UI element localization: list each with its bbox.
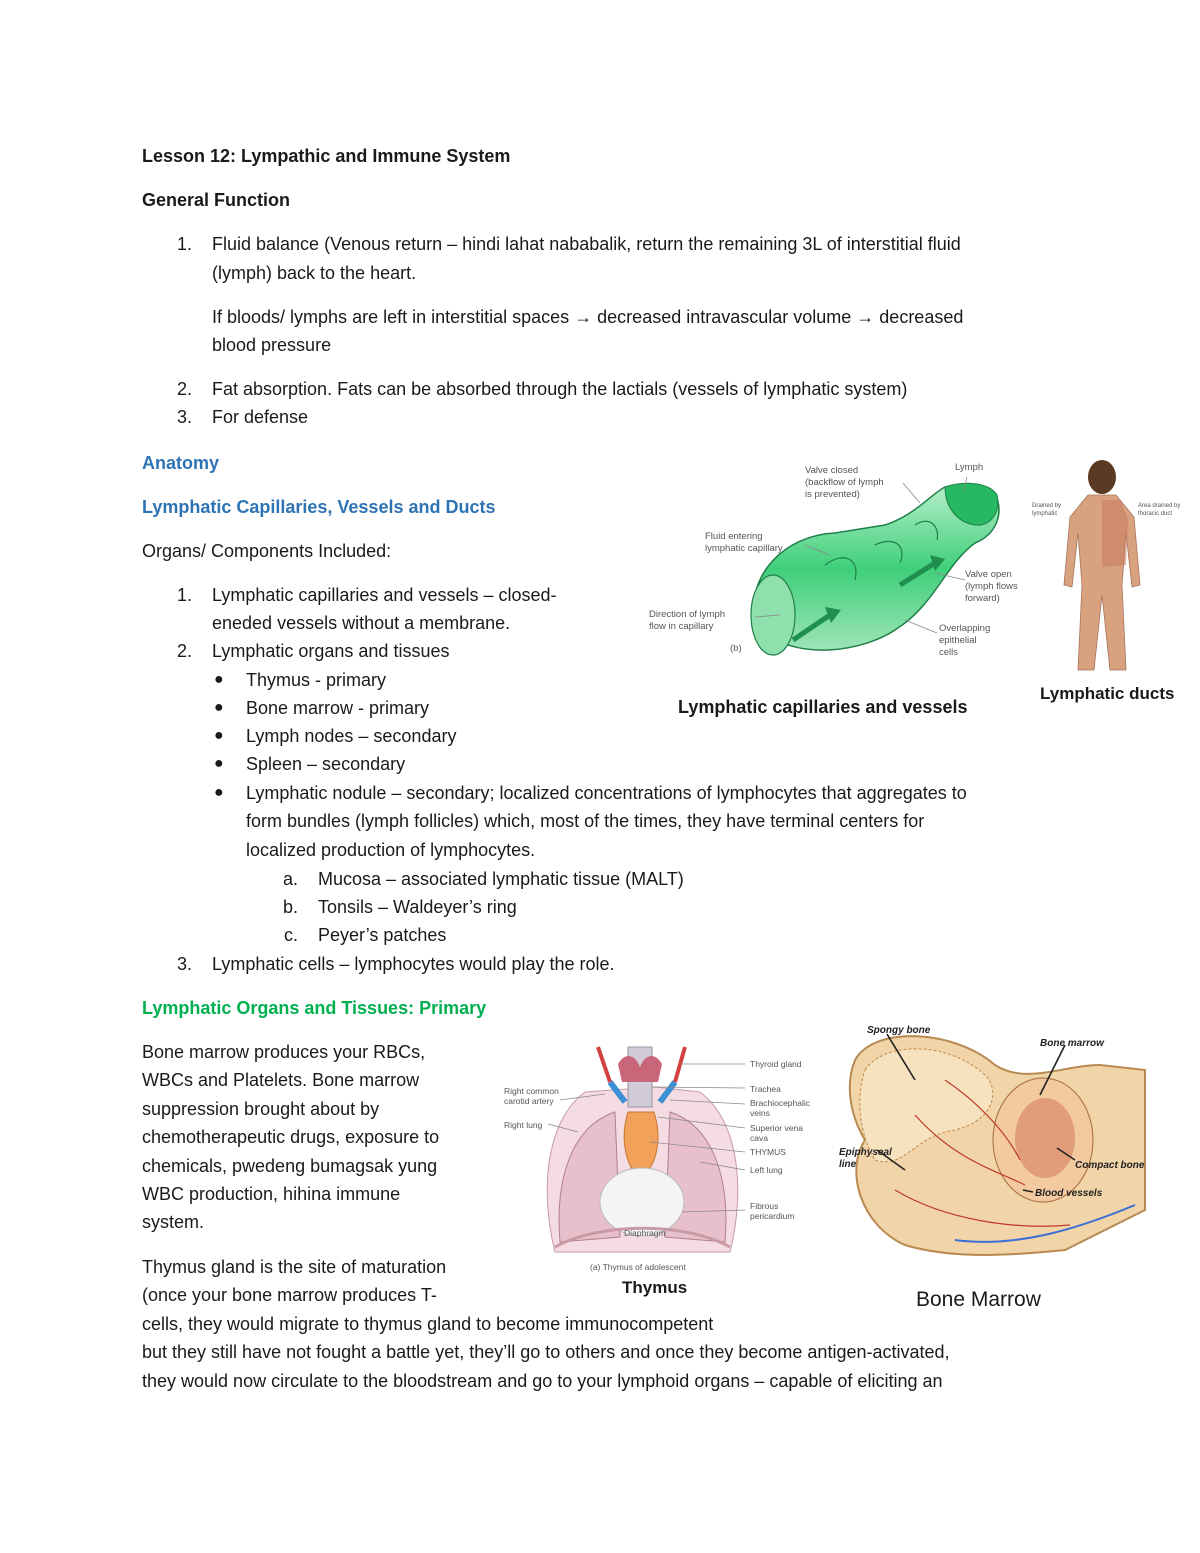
page-title: Lesson 12: Lympathic and Immune System [142,146,511,166]
sub-letter: b. [282,897,298,917]
label-fibrous: pericardium [750,1211,795,1221]
label-valve-open: Valve open [965,569,1012,580]
sub-item-text: Mucosa – associated lymphatic tissue (MALT) [318,869,684,889]
list-number: 3. [176,954,192,974]
caption-thymus: Thymus [622,1278,688,1297]
label-overlapping: cells [939,647,959,658]
list-number: 1. [176,234,192,254]
label-epiphyseal: Epiphyseal [839,1147,892,1158]
label-thymus: THYMUS [750,1147,786,1157]
bullet-text: Bone marrow - primary [246,698,430,718]
label-rcca: carotid artery [504,1096,554,1106]
list-number: 2. [176,641,192,661]
label-direction: Direction of lymph [649,609,726,620]
label-valve-open: forward) [965,593,1000,604]
list-number: 1. [176,585,192,605]
lymphatic-ducts-figure [1030,455,1190,680]
list-item-text: For defense [212,407,309,427]
list-item-text: Fat absorption. Fats can be absorbed through the lactials (vessels of lymphatic system) [212,379,908,399]
bullet-icon: ● [214,784,224,801]
list-number: 2. [176,379,192,399]
note-text: If bloods/ lymphs are left in interstitial spaces → decreased intravascular volume → decreased [212,307,964,327]
label-valve-closed: (backflow of lymph [805,477,884,488]
paragraph-line: chemotherapeutic drugs, exposure to [142,1127,440,1148]
label-overlapping: Overlapping [939,623,991,634]
paragraph-line: WBC production, hihina immune [142,1184,401,1204]
label-valve-closed: is prevented) [805,489,860,500]
list-item-text: Lymphatic organs and tissues [212,641,450,661]
bullet-text: Thymus - primary [246,670,387,690]
intro-text: Organs/ Components Included: [142,541,392,561]
label-area-drained: Area drained by [1138,503,1181,509]
label-compact-bone: Compact bone [1075,1160,1145,1171]
bullet-icon: ● [214,727,224,744]
list-item-text: Fluid balance (Venous return – hindi lahat nababalik, return the remaining 3L of interstitial fluid [212,234,961,254]
list-item-text: Lymphatic cells – lymphocytes would play the role. [212,954,615,974]
label-overlapping: epithelial [939,635,977,646]
label-brachio: veins [750,1108,770,1118]
label-brachio: Brachiocephalic [750,1098,811,1108]
note-text: blood pressure [212,335,332,355]
label-panel: (b) [730,643,742,654]
section-heading-general-function: General Function [142,190,291,210]
paragraph-line: Bone marrow produces your RBCs, [142,1042,426,1062]
caption-bone-marrow: Bone Marrow [916,1288,1041,1311]
label-blood-vessels: Blood vessels [1035,1188,1103,1199]
label-panel: (a) Thymus of adolescent [590,1262,686,1272]
bullet-text: Lymph nodes – secondary [246,726,457,746]
paragraph-line: but they still have not fought a battle yet, they’ll go to others and once they become antigen-activated, [142,1342,950,1363]
sub-letter: a. [282,869,298,889]
label-fluid-entering: lymphatic capillary [705,543,783,554]
bullet-icon: ● [214,699,224,716]
bullet-text: form bundles (lymph follicles) which, most of the times, they have terminal centers for [246,811,925,831]
list-item-text: eneded vessels without a membrane. [212,613,511,633]
sub-item-text: Peyer’s patches [318,925,447,945]
label-epiphyseal: line [839,1159,857,1170]
label-area-drained: thoracic duct [1138,511,1173,517]
label-lymph: Lymph [955,462,984,473]
list-item-text: (lymph) back to the heart. [212,263,417,283]
paragraph-line: WBCs and Platelets. Bone marrow [142,1070,420,1091]
label-svc: cava [750,1133,768,1143]
bullet-text: Lymphatic nodule – secondary; localized concentrations of lymphocytes that aggregates to [246,783,967,803]
label-right-lung: Right lung [504,1120,543,1130]
paragraph-line: Thymus gland is the site of maturation [142,1257,447,1277]
label-left-lung: Left lung [750,1165,783,1175]
list-number: 3. [176,407,192,427]
paragraph-line: cells, they would migrate to thymus gland to become immunocompetent [142,1313,714,1334]
paragraph-line: (once your bone marrow produces T- [142,1285,437,1306]
label-rcca: Right common [504,1086,559,1096]
bullet-text: localized production of lymphocytes. [246,840,536,860]
lymphatic-capillary-figure [645,455,1030,670]
label-svc: Superior vena [750,1123,803,1133]
paragraph-line: system. [142,1212,205,1233]
label-trachea: Trachea [750,1084,781,1094]
label-thyroid: Thyroid gland [750,1059,802,1069]
sub-letter: c. [283,925,298,945]
thymus-figure [500,1042,830,1277]
label-fibrous: Fibrous [750,1201,779,1211]
label-drained: Drained by [1032,503,1062,509]
bullet-text: Spleen – secondary [246,754,406,774]
section-heading-primary: Lymphatic Organs and Tissues: Primary [142,998,487,1018]
paragraph-line: suppression brought about by [142,1098,380,1119]
label-bone-marrow: Bone marrow [1040,1038,1104,1049]
label-spongy-bone: Spongy bone [867,1025,931,1036]
label-valve-open: (lymph flows [965,581,1018,592]
label-fluid-entering: Fluid entering [705,531,763,542]
list-item-text: Lymphatic capillaries and vessels – closed- [212,585,557,605]
paragraph-line: they would now circulate to the bloodstream and go to your lymphoid organs – capable of eliciting an [142,1370,943,1391]
bullet-icon: ● [214,671,224,688]
label-direction: flow in capillary [649,621,714,632]
label-drained: lymphatic [1032,511,1058,517]
caption-ducts: Lymphatic ducts [1040,684,1175,703]
sub-item-text: Tonsils – Waldeyer’s ring [318,897,517,917]
bone-marrow-figure [835,1020,1155,1265]
paragraph-line: chemicals, pwedeng bumagsak yung [142,1155,438,1176]
label-valve-closed: Valve closed [805,465,859,476]
label-diaphragm: Diaphragm [624,1228,666,1238]
caption-capillaries: Lymphatic capillaries and vessels [678,697,968,717]
subheading-capillaries: Lymphatic Capillaries, Vessels and Ducts [142,497,496,517]
bullet-icon: ● [214,755,224,772]
section-heading-anatomy: Anatomy [142,453,220,473]
